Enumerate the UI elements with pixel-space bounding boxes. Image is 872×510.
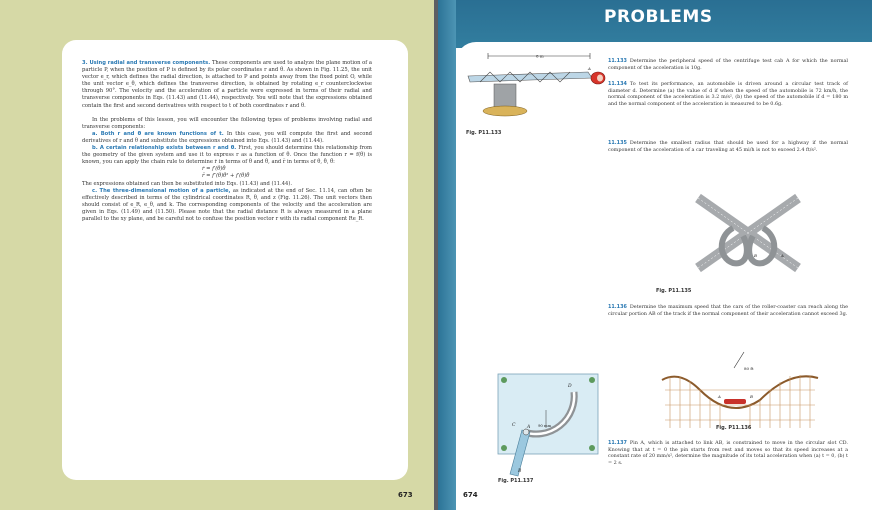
label-b: B xyxy=(518,469,522,474)
page-number-left: 673 xyxy=(398,491,413,499)
problem-text: Determine the maximum speed that the cars of the roller-coaster can reach along the circular portion AB of the track if the normal component of their acceleration cannot exceed 3g. xyxy=(608,304,848,317)
problem-text: Determine the smallest radius that should be used for a highway if the normal component of the acceleration of a car traveling at 45 mi/h is not to exceed 2.4 ft/s². xyxy=(608,140,848,153)
equation-1: ṙ = f′(θ)θ̇ xyxy=(202,166,226,173)
page-number-right: 674 xyxy=(463,491,478,499)
paragraph-3: The expressions obtained can then be substituted into Eqs. (11.43) and (11.44). xyxy=(82,180,293,187)
equation-2: r̈ = f″(θ)θ̇² + f′(θ)θ̈ xyxy=(202,173,250,180)
left-page-text xyxy=(82,60,372,223)
bolt xyxy=(589,377,595,383)
case-b-heading: b. A certain relationship exists between r and θ. xyxy=(92,145,237,152)
label-a: A xyxy=(781,253,784,258)
coaster-cars xyxy=(724,399,746,404)
problem-number: 11.135 xyxy=(608,140,627,146)
point-a-label: A xyxy=(588,66,591,71)
radius-line xyxy=(734,352,744,368)
left-page xyxy=(0,0,434,510)
problem-number: 11.136 xyxy=(608,304,627,310)
section-heading: 3. Using radial and transverse components. xyxy=(82,60,211,66)
base-ring xyxy=(483,106,527,116)
caption-fig-137: Fig. P11.137 xyxy=(498,478,534,484)
problem-text: Determine the peripheral speed of the centrifuge test cab A for which the normal component of the acceleration is 10g. xyxy=(608,58,848,71)
dimension-label: 8 m xyxy=(536,53,544,59)
bolt xyxy=(501,445,507,451)
centrifuge-arm xyxy=(468,72,592,82)
case-a-heading: a. Both r and θ are known functions of t. xyxy=(92,130,224,137)
problem-11-134 xyxy=(608,81,848,107)
paragraph-2: In the problems of this lesson, you will encounter the following types of problems involving radial and transverse components: xyxy=(82,116,372,130)
problem-text: To test its performance, an automobile is driven around a circular test track of diameter d. Determine (a) the value of d if when the speed of the automobile is 72 km/h, the normal component of the acceleration is 3.2 m/s², (b) the speed of the automobile if d = 180 m and the normal component of the acceleration is measured to be 0.6g. xyxy=(608,81,848,107)
figure-roller-coaster xyxy=(660,350,820,430)
caption-fig-135: Fig. P11.135 xyxy=(656,288,692,294)
problem-number: 11.134 xyxy=(608,81,627,87)
label-d: D xyxy=(568,384,572,389)
caption-fig-136: Fig. P11.136 xyxy=(716,425,752,431)
bolt xyxy=(589,445,595,451)
bolt xyxy=(501,377,507,383)
problem-number: 11.133 xyxy=(608,58,627,64)
problem-number: 11.137 xyxy=(608,440,627,446)
case-c-heading: c. The three-dimensional motion of a particle, xyxy=(92,187,231,194)
figure-slot-mechanism xyxy=(494,372,602,480)
mounting-plate xyxy=(498,374,598,454)
figure-centrifuge xyxy=(460,48,610,126)
figure-highway xyxy=(688,178,808,278)
case-b-text: First, you should determine this relationship from the geometry of the given system and use it to express r as a function of θ. Once the function r = f(θ) is known, you can apply the chain rule to determine ṙ in terms of θ and θ̇, and r̈ in terms of θ, θ̇, θ̈: xyxy=(82,145,372,166)
caption-fig-133: Fig. P11.133 xyxy=(466,130,502,136)
label-a: A xyxy=(718,394,721,399)
label-a: A xyxy=(527,425,531,430)
radius-label: 90 mm xyxy=(538,423,552,428)
problems-title: PROBLEMS xyxy=(604,7,713,27)
case-a-text: In this case, you will compute the first and second derivatives of r and θ and substitute the expressions obtained into Eqs. (11.43) and (11.44). xyxy=(82,130,373,144)
page-edge-strip xyxy=(438,0,456,510)
problem-11-133 xyxy=(608,58,848,71)
label-b: B xyxy=(754,253,757,258)
problem-11-137 xyxy=(608,440,848,466)
case-c-text: as indicated at the end of Sec. 11.14, can often be effectively described in terms of the cylindrical coordinates R, θ, and z (Fig. 11.26). The unit vectors then should consist of e_R, e_θ, and k. The corresponding components of the velocity and the acceleration are given in Eqs. (11.49) and (11.50). Please note that the radial distance R is always measured in a plane parallel to the xy plane, and be careful not to confuse the position vector r with its radial component Re_R. xyxy=(82,187,372,222)
paragraph-1: These components are used to analyze the plane motion of a particle P, when the position of P is defined by its polar coordinates r and θ. As shown in Fig. 11.25, the unit vector e_r, which defines the radial direction, is attached to P and points away from the fixed point O, while the unit vector e_θ, which defines the transverse direction, is obtained by rotating e_r counterclockwise through 90°. The velocity and the acceleration of a particle were expressed in terms of their radial and transverse components in Eqs. (11.43) and (11.44), respectively. You will note that the expressions obtained contain the first and second derivatives with respect to t of both coordinates r and θ. xyxy=(82,60,372,109)
problem-11-135 xyxy=(608,140,848,153)
radius-label: 80 ft xyxy=(744,366,754,371)
problem-text: Pin A, which is attached to link AB, is constrained to move in the circular slot CD. Knowing that at t = 0 the pin starts from rest and moves so that its speed increases at a constant rate of 20 mm/s², determine the magnitude of its total acceleration when (a) t = 0, (b) t = 2 s. xyxy=(608,440,848,466)
label-b: B xyxy=(750,394,753,399)
label-c: C xyxy=(512,423,516,428)
right-page xyxy=(438,0,872,510)
problem-11-136 xyxy=(608,304,848,317)
